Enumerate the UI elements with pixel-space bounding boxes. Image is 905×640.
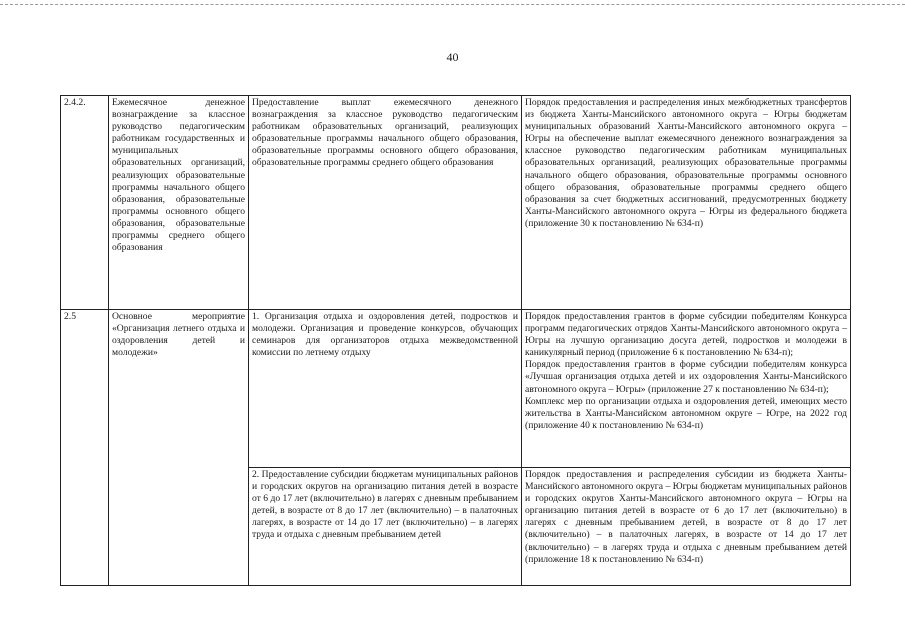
- document-item: Комплекс мер по организации отдыха и оздоровления детей, имеющих место жительства в Ханты-Мансийском автономном округе – Югре, на 2022 год (приложение 40 к постановлению № 634-п): [525, 395, 847, 431]
- table-row-2-5: [61, 310, 851, 468]
- program-table: [60, 95, 851, 586]
- scan-artifact-line: [0, 4, 905, 5]
- document-cell: [522, 468, 851, 586]
- document-item: Порядок предоставления и распределения субсидии из бюджета Ханты-Мансийского автономного округа – Югры бюджетам муниципальных районов и городских округов Ханты-Мансийского автономного округа – Югры на организацию питания детей в возрасте от 6 до 17 лет (включительно) в лагерях с дневным пребыванием детей, в возрасте от 8 до 17 лет (включительно) – в палаточных лагерях, в возрасте от 14 до 17 лет (включительно) – в лагерях труда и отдыха с дневным пребыванием детей (приложение 18 к постановлению № 634-п): [525, 469, 847, 565]
- document-item: Порядок предоставления грантов в форме субсидии победителям Конкурса программ педагогических отрядов Ханты-Мансийского автономного округа – Югры на лучшую организацию досуга детей, подростков и молодежи в каникулярный период (приложение 6 к постановлению № 634-п);: [525, 311, 847, 359]
- task-cell: 1. Организация отдыха и оздоровления детей, подростков и молодежи. Организация и проведение конкурсов, обучающих семинаров для организаторов отдыха межведомственной комиссии по летнему отдыху: [249, 310, 522, 468]
- document-cell: [522, 96, 851, 310]
- table-row-2-4-2: [61, 96, 851, 310]
- document-item: Порядок предоставления грантов в форме субсидии победителям конкурса «Лучшая организация отдыха детей и их оздоровления Ханты-Мансийского автономного округа – Югры» (приложение 27 к постановлению № 634-п);: [525, 359, 847, 395]
- page-number: 40: [446, 50, 459, 64]
- document-item: Порядок предоставления и распределения иных межбюджетных трансфертов из бюджета Ханты-Мансийского автономного округа – Югры бюджетам муниципальных образований Ханты-Мансийского автономного округа – Югры на обеспечение выплат ежемесячного денежного вознаграждения за классное руководство педагогическим работникам муниципальных образовательных организаций, реализующих образовательные программы начального общего образования, образовательные программы основного общего образования, образовательные программы среднего общего образования за счет бюджетных ассигнований, предусмотренных бюджету Ханты-Мансийского автономного округа – Югры из федерального бюджета (приложение 30 к постановлению № 634-п): [525, 97, 847, 229]
- document-cell: [522, 310, 851, 468]
- row-number-cell: 2.5: [61, 310, 109, 586]
- measure-name-cell: Основное мероприятие «Организация летнего отдыха и оздоровления детей и молодежи»: [109, 310, 249, 586]
- row-number-cell: 2.4.2.: [61, 96, 109, 310]
- task-cell: 2. Предоставление субсидии бюджетам муниципальных районов и городских округов на организацию питания детей в возрасте от 6 до 17 лет (включительно) в лагерях с дневным пребыванием детей, в возрасте от 8 до 17 лет (включительно) – в палаточных лагерях, в возрасте от 14 до 17 лет (включительно) – в лагерях труда и отдыха с дневным пребыванием детей: [249, 468, 522, 586]
- measure-name-cell: Ежемесячное денежное вознаграждение за классное руководство педагогическим работникам государственных и муниципальных образовательных организаций, реализующих образовательные программы начального общего образования, образовательные программы основного общего образования, образовательные программы среднего общего образования: [109, 96, 249, 310]
- task-cell: Предоставление выплат ежемесячного денежного вознаграждения за классное руководство педагогическим работникам образовательных организаций, реализующих образовательные программы начального общего образования, образовательные программы основного общего образования, образовательные программы среднего общего образования: [249, 96, 522, 310]
